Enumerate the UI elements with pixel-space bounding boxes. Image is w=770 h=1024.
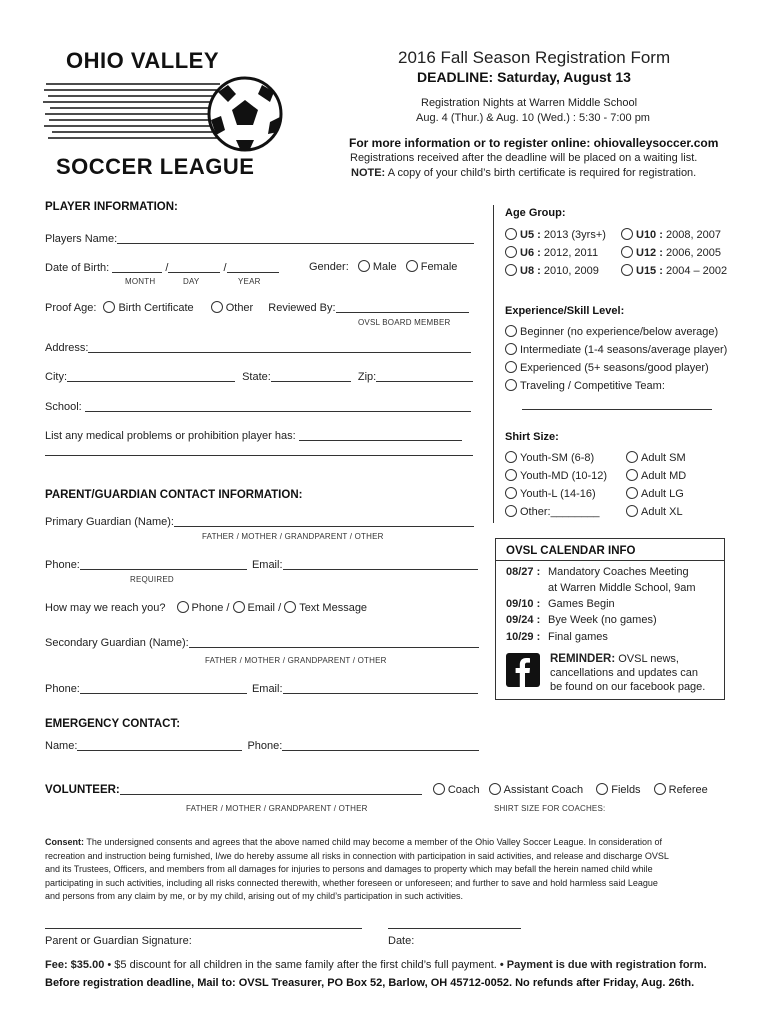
date-of-birth-field[interactable]: Date of Birth: / / bbox=[45, 262, 279, 274]
age-u5-option[interactable] bbox=[505, 228, 606, 241]
reminder-text bbox=[550, 652, 705, 694]
emergency-phone-label: Phone: bbox=[247, 740, 283, 752]
secondary-guardian-label: Secondary Guardian (Name): bbox=[45, 637, 189, 649]
volunteer-referee-radio[interactable] bbox=[654, 783, 666, 795]
calendar-heading: OVSL CALENDAR INFO bbox=[506, 545, 636, 557]
calendar-rule bbox=[496, 560, 724, 561]
dob-month-line[interactable] bbox=[112, 272, 162, 273]
event-date: 10/29 : bbox=[506, 631, 541, 643]
birth-cert-note bbox=[351, 167, 696, 179]
contact-preference-field: How may we reach you? Phone / Email / Text Message bbox=[45, 602, 368, 614]
shirt-adult-lg-radio[interactable] bbox=[626, 487, 638, 499]
exp-traveling-radio[interactable] bbox=[505, 379, 517, 391]
shirt-youth-l-label: Youth-L (14-16) bbox=[520, 488, 596, 500]
calendar-event bbox=[506, 566, 689, 578]
secondary-email-label: Email: bbox=[251, 683, 283, 695]
dob-day-caption: DAY bbox=[183, 277, 200, 286]
city-line[interactable] bbox=[67, 381, 235, 382]
event-text: Final games bbox=[548, 631, 608, 643]
birth-cert-radio[interactable] bbox=[103, 301, 115, 313]
secondary-phone-line[interactable] bbox=[80, 693, 247, 694]
age-u8-radio[interactable] bbox=[505, 264, 517, 276]
shirt-size-heading: Shirt Size: bbox=[505, 431, 559, 443]
shirt-adult-sm-option[interactable] bbox=[626, 451, 686, 464]
shirt-adult-lg-label: Adult LG bbox=[641, 488, 684, 500]
calendar-box bbox=[495, 538, 725, 700]
fee-text: • $5 discount for all children in the same family after the first child’s full payment. bbox=[104, 959, 500, 971]
event-text: Games Begin bbox=[548, 598, 615, 610]
date-label: Date: bbox=[388, 935, 415, 947]
secondary-email-line[interactable] bbox=[283, 693, 478, 694]
zip-line[interactable] bbox=[376, 381, 473, 382]
volunteer-assistant-radio[interactable] bbox=[489, 783, 501, 795]
volunteer-relations-caption: FATHER / MOTHER / GRANDPARENT / OTHER bbox=[186, 804, 368, 813]
column-divider bbox=[493, 205, 494, 523]
gender-male-label: Male bbox=[372, 261, 397, 273]
shirt-adult-xl-radio[interactable] bbox=[626, 505, 638, 517]
event-text: Mandatory Coaches Meeting bbox=[548, 566, 689, 578]
signature-line[interactable] bbox=[45, 928, 362, 929]
medical-label: List any medical problems or prohibition player has: bbox=[45, 430, 296, 442]
reminder-line2: cancellations and updates can bbox=[550, 667, 698, 679]
age-u6-code: U6 : bbox=[520, 247, 541, 259]
medical-line[interactable] bbox=[299, 440, 462, 441]
email-label: Email: bbox=[251, 559, 283, 571]
parent-info-heading: PARENT/GUARDIAN CONTACT INFORMATION: bbox=[45, 489, 303, 501]
age-u5-years: 2013 (3yrs+) bbox=[543, 229, 606, 241]
volunteer-coach-radio[interactable] bbox=[433, 783, 445, 795]
age-u6-radio[interactable] bbox=[505, 246, 517, 258]
medical-field[interactable] bbox=[45, 430, 462, 442]
emergency-name-line[interactable] bbox=[77, 750, 242, 751]
gender-label: Gender: bbox=[309, 261, 349, 273]
age-u15-code: U15 : bbox=[636, 265, 663, 277]
calendar-event bbox=[506, 614, 657, 626]
shirt-youth-sm-option[interactable] bbox=[505, 451, 594, 464]
proof-other-label: Other bbox=[225, 302, 254, 314]
shirt-adult-md-option[interactable] bbox=[626, 469, 686, 482]
age-u12-code: U12 : bbox=[636, 247, 663, 259]
age-u5-code: U5 : bbox=[520, 229, 541, 241]
calendar-event bbox=[506, 631, 608, 643]
age-u8-code: U8 : bbox=[520, 265, 541, 277]
address-label: Address: bbox=[45, 342, 89, 354]
shirt-youth-l-option[interactable] bbox=[505, 487, 596, 500]
school-field[interactable] bbox=[45, 401, 471, 413]
event-text: at Warren Middle School, 9am bbox=[548, 582, 696, 594]
reach-email-label: Email bbox=[247, 602, 276, 614]
shirt-adult-lg-option[interactable] bbox=[626, 487, 684, 500]
age-u15-option[interactable] bbox=[621, 264, 727, 277]
consent-line2: recreation and instruction being furnished, I/we do hereby assume all risks in connection with participation in said activities, and release and discharge OVSL bbox=[45, 850, 669, 861]
exp-intermediate-option[interactable] bbox=[505, 343, 727, 356]
more-info: For more information or to register online: ohiovalleysoccer.com bbox=[349, 136, 719, 150]
event-text: Bye Week (no games) bbox=[548, 614, 657, 626]
age-group-heading: Age Group: bbox=[505, 207, 566, 219]
primary-guardian-field[interactable] bbox=[45, 516, 474, 528]
shirt-youth-sm-label: Youth-SM (6-8) bbox=[520, 452, 595, 464]
volunteer-coach-label: Coach bbox=[447, 784, 480, 796]
calendar-event bbox=[506, 582, 696, 594]
shirt-youth-l-radio[interactable] bbox=[505, 487, 517, 499]
state-line[interactable] bbox=[271, 381, 351, 382]
players-name-line[interactable] bbox=[117, 243, 474, 244]
consent-text bbox=[45, 836, 669, 904]
signature-label: Parent or Guardian Signature: bbox=[45, 935, 192, 947]
reach-text-label: Text Message bbox=[299, 602, 368, 614]
age-u10-radio[interactable] bbox=[621, 228, 633, 240]
shirt-coaches-caption: SHIRT SIZE FOR COACHES: bbox=[494, 804, 606, 813]
exp-intermediate-radio[interactable] bbox=[505, 343, 517, 355]
dob-year-caption: YEAR bbox=[238, 277, 261, 286]
volunteer-field bbox=[45, 783, 708, 796]
shirt-other-option[interactable] bbox=[505, 505, 600, 518]
deadline: DEADLINE: Saturday, August 13 bbox=[417, 69, 631, 85]
reach-email-radio[interactable] bbox=[233, 601, 245, 613]
reviewed-by-label: Reviewed By: bbox=[268, 302, 336, 314]
age-u8-years: 2010, 2009 bbox=[543, 265, 599, 277]
reach-text-radio[interactable] bbox=[284, 601, 296, 613]
shirt-youth-md-label: Youth-MD (10-12) bbox=[520, 470, 608, 482]
primary-guardian-label: Primary Guardian (Name): bbox=[45, 516, 174, 528]
address-field[interactable] bbox=[45, 342, 471, 354]
school-label: School: bbox=[45, 401, 82, 413]
exp-intermediate-label: Intermediate (1-4 seasons/average player) bbox=[520, 344, 728, 356]
shirt-adult-sm-radio[interactable] bbox=[626, 451, 638, 463]
volunteer-fields-radio[interactable] bbox=[596, 783, 608, 795]
shirt-youth-md-option[interactable] bbox=[505, 469, 607, 482]
shirt-youth-sm-radio[interactable] bbox=[505, 451, 517, 463]
exp-traveling-option[interactable] bbox=[505, 379, 665, 392]
shirt-youth-md-radio[interactable] bbox=[505, 469, 517, 481]
exp-experienced-radio[interactable] bbox=[505, 361, 517, 373]
shirt-adult-xl-label: Adult XL bbox=[641, 506, 683, 518]
consent-line1: The undersigned consents and agrees that the above named child may become a member of the Ohio Valley Soccer League. In consideration of bbox=[86, 837, 663, 847]
phone-required-caption: REQUIRED bbox=[130, 575, 174, 584]
consent-line4: participating in such activities, including all risks connected therewith, whether foreseen or unforeseen; and further to save and hold harmless said League bbox=[45, 877, 658, 888]
phone-line[interactable] bbox=[80, 569, 247, 570]
facebook-icon bbox=[506, 653, 540, 687]
reminder-line1: OVSL news, bbox=[618, 653, 679, 665]
city-label: City: bbox=[45, 371, 67, 383]
state-label: State: bbox=[242, 371, 271, 383]
reach-label: How may we reach you? bbox=[45, 602, 166, 614]
age-u6-option[interactable] bbox=[505, 246, 598, 259]
fee-payment-due: • Payment is due with registration form. bbox=[499, 959, 707, 971]
exp-experienced-label: Experienced (5+ seasons/good player) bbox=[520, 362, 709, 374]
emergency-name-label: Name: bbox=[45, 740, 78, 752]
reach-phone-label: Phone bbox=[191, 602, 224, 614]
age-u12-radio[interactable] bbox=[621, 246, 633, 258]
exp-beginner-radio[interactable] bbox=[505, 325, 517, 337]
phone-label: Phone: bbox=[45, 559, 80, 571]
age-u10-option[interactable] bbox=[621, 228, 721, 241]
shirt-other-label: Other:________ bbox=[520, 506, 600, 518]
reach-phone-radio[interactable] bbox=[177, 601, 189, 613]
note-text: A copy of your child’s birth certificate is required for registration. bbox=[387, 167, 697, 179]
date-line[interactable] bbox=[388, 928, 521, 929]
consent-line3: and its Trustees, Officers, and members from all damages for injuries to persons and damages to property which may befall the herein named child while bbox=[45, 864, 653, 874]
exp-experienced-option[interactable] bbox=[505, 361, 709, 374]
registration-dates: Aug. 4 (Thur.) & Aug. 10 (Wed.) : 5:30 - 7:00 pm bbox=[416, 112, 650, 124]
city-state-zip-field bbox=[45, 371, 473, 383]
shirt-adult-md-radio[interactable] bbox=[626, 469, 638, 481]
shirt-adult-xl-option[interactable] bbox=[626, 505, 683, 518]
secondary-phone-email-field bbox=[45, 683, 478, 695]
traveling-team-line[interactable] bbox=[522, 409, 712, 410]
volunteer-assistant-label: Assistant Coach bbox=[503, 784, 584, 796]
emergency-field bbox=[45, 740, 479, 752]
address-line[interactable] bbox=[88, 352, 471, 353]
exp-beginner-option[interactable] bbox=[505, 325, 718, 338]
board-member-caption: OVSL BOARD MEMBER bbox=[358, 318, 451, 327]
secondary-relations-caption: FATHER / MOTHER / GRANDPARENT / OTHER bbox=[205, 656, 387, 665]
age-u12-option[interactable] bbox=[621, 246, 721, 259]
secondary-guardian-field[interactable] bbox=[45, 637, 479, 649]
exp-beginner-label: Beginner (no experience/below average) bbox=[520, 326, 719, 338]
reminder-line3: be found on our facebook page. bbox=[550, 681, 706, 693]
experience-heading: Experience/Skill Level: bbox=[505, 305, 625, 317]
players-name-field[interactable] bbox=[45, 233, 474, 245]
email-line[interactable] bbox=[283, 569, 478, 570]
mail-info: Before registration deadline, Mail to: OVSL Treasurer, PO Box 52, Barlow, OH 45712-0052. No refunds after Friday, Aug. 26th. bbox=[45, 977, 695, 989]
proof-other-radio[interactable] bbox=[211, 301, 223, 313]
age-u12-years: 2006, 2005 bbox=[665, 247, 722, 259]
shirt-adult-md-label: Adult MD bbox=[641, 470, 687, 482]
emergency-phone-line[interactable] bbox=[282, 750, 479, 751]
logo-line1: OHIO VALLEY bbox=[66, 48, 219, 73]
dob-label: Date of Birth: bbox=[45, 262, 110, 274]
secondary-guardian-line[interactable] bbox=[189, 647, 479, 648]
gender-male-radio[interactable] bbox=[358, 260, 370, 272]
age-u5-radio[interactable] bbox=[505, 228, 517, 240]
school-line[interactable] bbox=[85, 411, 471, 412]
consent-label: Consent: bbox=[45, 837, 84, 847]
volunteer-referee-label: Referee bbox=[668, 784, 708, 796]
fee-info bbox=[45, 959, 707, 971]
dob-year-line[interactable] bbox=[227, 272, 279, 273]
volunteer-heading: VOLUNTEER: bbox=[45, 784, 120, 796]
medical-line-2[interactable] bbox=[45, 455, 473, 456]
birth-cert-label: Birth Certificate bbox=[118, 302, 194, 314]
soccer-ball-icon bbox=[40, 72, 285, 157]
fee-label: Fee: $35.00 bbox=[45, 959, 105, 971]
reminder-label: REMINDER: bbox=[550, 653, 616, 665]
age-u10-code: U10 : bbox=[636, 229, 663, 241]
shirt-other-radio[interactable] bbox=[505, 505, 517, 517]
player-info-heading: PLAYER INFORMATION: bbox=[45, 201, 178, 213]
dob-day-line[interactable] bbox=[168, 272, 220, 273]
exp-traveling-label: Traveling / Competitive Team: bbox=[520, 380, 665, 392]
age-u15-years: 2004 – 2002 bbox=[665, 265, 728, 277]
emergency-heading: EMERGENCY CONTACT: bbox=[45, 718, 181, 730]
players-name-label: Players Name: bbox=[45, 233, 118, 245]
age-u15-radio[interactable] bbox=[621, 264, 633, 276]
form-title: 2016 Fall Season Registration Form bbox=[398, 48, 671, 67]
primary-guardian-line[interactable] bbox=[174, 526, 474, 527]
secondary-phone-label: Phone: bbox=[45, 683, 80, 695]
primary-phone-email-field bbox=[45, 559, 478, 571]
gender-field bbox=[309, 260, 457, 273]
proof-age-label: Proof Age: bbox=[45, 302, 97, 314]
event-date: 08/27 : bbox=[506, 566, 541, 578]
dob-month-caption: MONTH bbox=[125, 277, 156, 286]
note-label: NOTE: bbox=[351, 167, 386, 179]
age-u6-years: 2012, 2011 bbox=[543, 247, 599, 259]
zip-label: Zip: bbox=[357, 371, 377, 383]
age-u10-years: 2008, 2007 bbox=[665, 229, 722, 241]
waiting-list-note: Registrations received after the deadline will be placed on a waiting list. bbox=[350, 152, 698, 164]
league-logo bbox=[40, 44, 290, 184]
calendar-event bbox=[506, 598, 615, 610]
proof-age-field bbox=[45, 301, 469, 314]
registration-nights: Registration Nights at Warren Middle School bbox=[421, 97, 638, 109]
shirt-adult-sm-label: Adult SM bbox=[641, 452, 686, 464]
event-date: 09/10 : bbox=[506, 598, 541, 610]
logo-line2: SOCCER LEAGUE bbox=[56, 154, 255, 179]
primary-relations-caption: FATHER / MOTHER / GRANDPARENT / OTHER bbox=[202, 532, 384, 541]
volunteer-line[interactable] bbox=[120, 794, 422, 795]
event-date: 09/24 : bbox=[506, 614, 541, 626]
age-u8-option[interactable] bbox=[505, 264, 599, 277]
gender-female-label: Female bbox=[420, 261, 458, 273]
volunteer-fields-label: Fields bbox=[611, 784, 641, 796]
consent-line5: and persons from any claim by me, or by my child, arising out of my child’s participation in such activities. bbox=[45, 891, 464, 901]
reviewed-by-line[interactable] bbox=[336, 312, 469, 313]
gender-female-radio[interactable] bbox=[406, 260, 418, 272]
